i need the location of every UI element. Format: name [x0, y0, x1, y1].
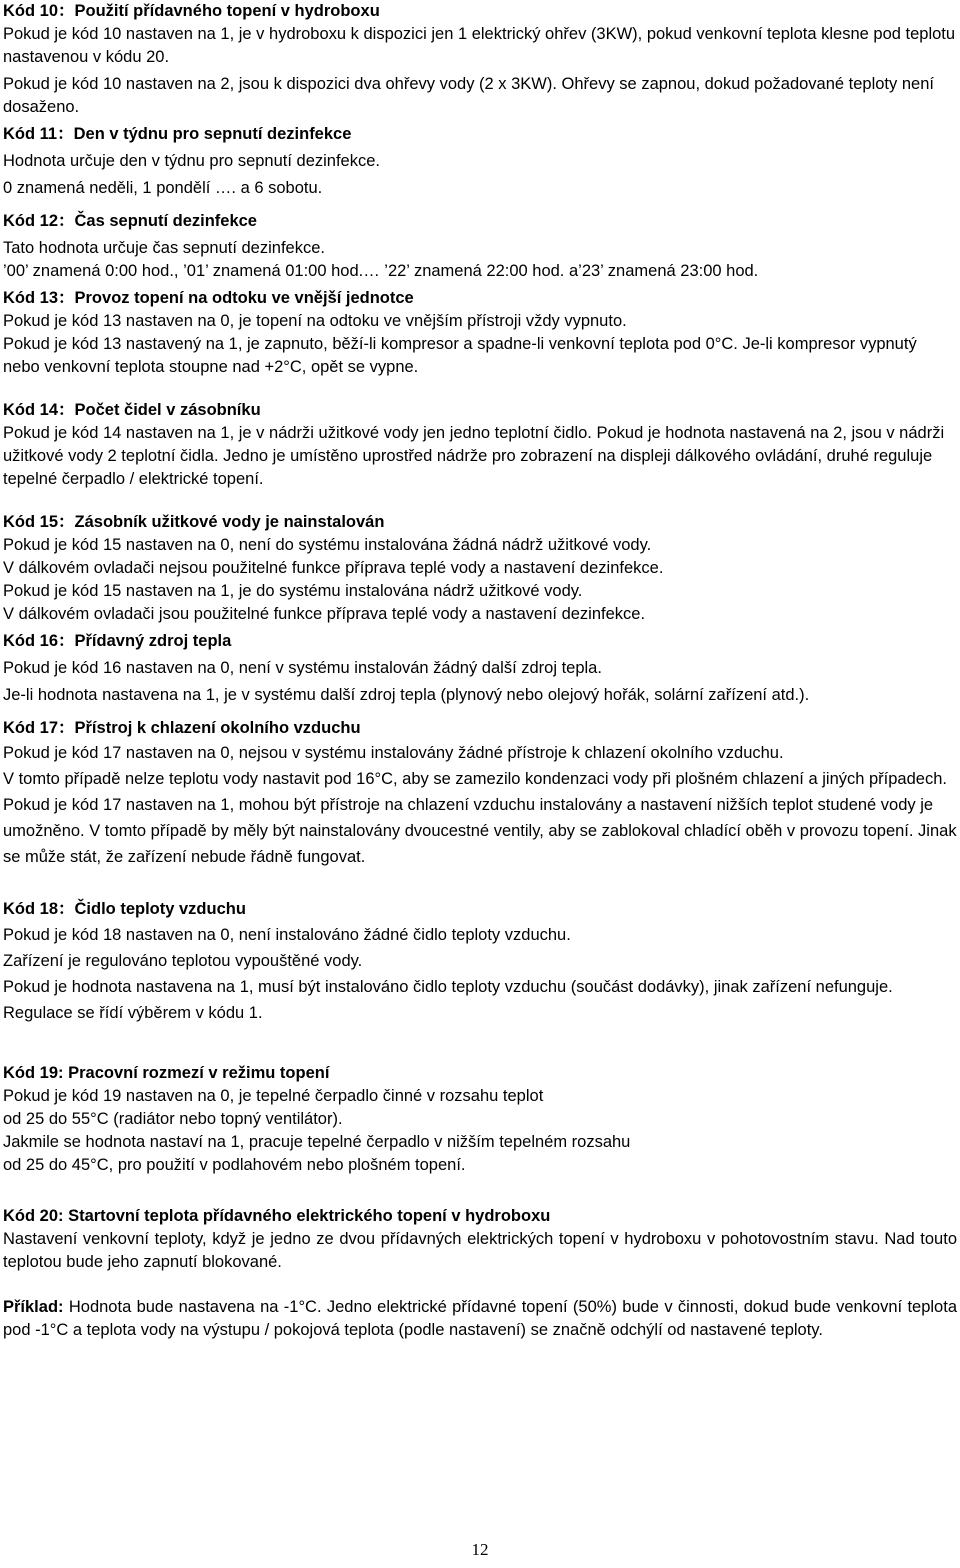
paragraph: V dálkovém ovladači jsou použitelné funkce příprava teplé vody a nastavení dezinfekce.	[3, 605, 646, 623]
section-code-20	[3, 1205, 957, 1274]
section-code-10	[3, 0, 957, 119]
paragraph: Pokud je kód 17 nastaven na 1, mohou být přístroje na chlazení vzduchu instalovány a nastavení nižších teplot studené vody je umožněno. V tomto případě by měly být nainstalovány dvoucestné ventily, aby se zablokoval chladící oběh v provozu topení. Jinak se může stát, že zařízení nebude řádně fungovat.	[3, 796, 957, 866]
section-heading: Kód 18：Čidlo teploty vzduchu	[3, 900, 246, 918]
paragraph: Pokud je kód 19 nastaven na 0, je tepelné čerpadlo činné v rozsahu teplot	[3, 1087, 544, 1105]
section-code-19	[3, 1062, 957, 1177]
paragraph: Pokud je kód 13 nastaven na 0, je topení na odtoku ve vnějším přístroji vždy vypnuto.	[3, 312, 627, 330]
section-code-15	[3, 511, 957, 626]
paragraph: Pokud je kód 14 nastaven na 1, je v nádrži užitkové vody jen jedno teplotní čidlo. Pokud je hodnota nastavená na 2, jsou v nádrži užitkové vody 2 teplotní čidla. Jedno je umístěno uprostřed nádrže pro zobrazení na displeji dálkového ovládání, druhé reguluje tepelné čerpadlo / elektrické topení.	[3, 424, 945, 488]
paragraph: Je-li hodnota nastavena na 1, je v systému další zdroj tepla (plynový nebo olejový hořák, solární zařízení atd.).	[3, 686, 810, 704]
paragraph: Pokud je kód 15 nastaven na 1, je do systému instalována nádrž užitkové vody.	[3, 582, 583, 600]
section-heading: Kód 15：Zásobník užitkové vody je nainstalován	[3, 513, 385, 531]
section-code-11	[3, 123, 957, 200]
section-code-18	[3, 896, 957, 1026]
section-heading: Kód 20: Startovní teplota přídavného elektrického topení v hydroboxu	[3, 1207, 551, 1225]
paragraph: Pokud je kód 18 nastaven na 0, není instalováno žádné čidlo teploty vzduchu.	[3, 926, 571, 944]
paragraph: Pokud je kód 17 nastaven na 0, nejsou v systému instalovány žádné přístroje k chlazení okolního vzduchu.	[3, 744, 784, 762]
document-page	[3, 0, 957, 1342]
section-heading: Kód 11：Den v týdnu pro sepnutí dezinfekce	[3, 125, 352, 143]
section-heading: Kód 16：Přídavný zdroj tepla	[3, 632, 232, 650]
section-heading: Kód 19: Pracovní rozmezí v režimu topení	[3, 1064, 330, 1082]
section-heading: Kód 12：Čas sepnutí dezinfekce	[3, 212, 257, 230]
paragraph: 0 znamená neděli, 1 pondělí …. a 6 sobotu.	[3, 179, 323, 197]
paragraph: Pokud je hodnota nastavena na 1, musí být instalováno čidlo teploty vzduchu (součást dodávky), jinak zařízení nefunguje. Regulace se řídí výběrem v kódu 1.	[3, 978, 893, 1022]
section-code-17	[3, 717, 957, 870]
section-heading: Kód 14：Počet čidel v zásobníku	[3, 401, 261, 419]
section-code-12	[3, 210, 957, 283]
page-number: 12	[471, 1540, 489, 1559]
paragraph: Tato hodnota určuje čas sepnutí dezinfekce.	[3, 239, 325, 257]
paragraph: V tomto případě nelze teplotu vody nastavit pod 16°C, aby se zamezilo kondenzaci vody při plošném chlazení a jiných případech.	[3, 770, 947, 788]
paragraph: Pokud je kód 10 nastaven na 2, jsou k dispozici dva ohřevy vody (2 x 3KW). Ohřevy se zapnou, dokud požadované teploty není dosaženo.	[3, 75, 934, 116]
paragraph: ’00’ znamená 0:00 hod., ’01’ znamená 01:00 hod.… ’22’ znamená 22:00 hod. a’23’ znamená 23:00 hod.	[3, 262, 759, 280]
paragraph: Hodnota určuje den v týdnu pro sepnutí dezinfekce.	[3, 152, 380, 170]
example-label: Příklad:	[3, 1298, 64, 1316]
paragraph: Pokud je kód 15 nastaven na 0, není do systému instalována žádná nádrž užitkové vody.	[3, 536, 652, 554]
paragraph: V dálkovém ovladači nejsou použitelné funkce příprava teplé vody a nastavení dezinfekce.	[3, 559, 664, 577]
section-code-16	[3, 630, 957, 707]
paragraph: Pokud je kód 16 nastaven na 0, není v systému instalován žádný další zdroj tepla.	[3, 659, 602, 677]
paragraph: Pokud je kód 13 nastavený na 1, je zapnuto, běží-li kompresor a spadne-li venkovní teplota pod 0°C. Je-li kompresor vypnutý nebo venkovní teplota stoupne nad +2°C, opět se vypne.	[3, 335, 917, 376]
paragraph: Nastavení venkovní teploty, když je jedno ze dvou přídavných elektrických topení v hydroboxu v pohotovostním stavu. Nad touto teplotou bude jeho zapnutí blokované.	[3, 1230, 957, 1271]
paragraph: od 25 do 45°C, pro použití v podlahovém nebo plošném topení.	[3, 1156, 466, 1174]
paragraph: Zařízení je regulováno teplotou vypouštěné vody.	[3, 952, 363, 970]
example-paragraph	[3, 1296, 957, 1342]
paragraph: Pokud je kód 10 nastaven na 1, je v hydroboxu k dispozici jen 1 elektrický ohřev (3KW), pokud venkovní teplota klesne pod teplotu nastavenou v kódu 20.	[3, 25, 956, 66]
section-code-13	[3, 287, 957, 379]
paragraph: od 25 do 55°C (radiátor nebo topný ventilátor).	[3, 1110, 343, 1128]
section-heading: Kód 17：Přístroj k chlazení okolního vzduchu	[3, 719, 361, 737]
example-text: Hodnota bude nastavena na -1°C. Jedno elektrické přídavné topení (50%) bude v činnosti, dokud bude venkovní teplota pod -1°C a teplota vody na výstupu / pokojová teplota (podle nastavení) se značně odchýlí od nastavené teploty.	[3, 1298, 957, 1339]
section-heading: Kód 13：Provoz topení na odtoku ve vnější jednotce	[3, 289, 414, 307]
section-code-14	[3, 399, 957, 491]
section-heading: Kód 10：Použití přídavného topení v hydroboxu	[3, 2, 380, 20]
paragraph: Jakmile se hodnota nastaví na 1, pracuje tepelné čerpadlo v nižším tepelném rozsahu	[3, 1133, 631, 1151]
